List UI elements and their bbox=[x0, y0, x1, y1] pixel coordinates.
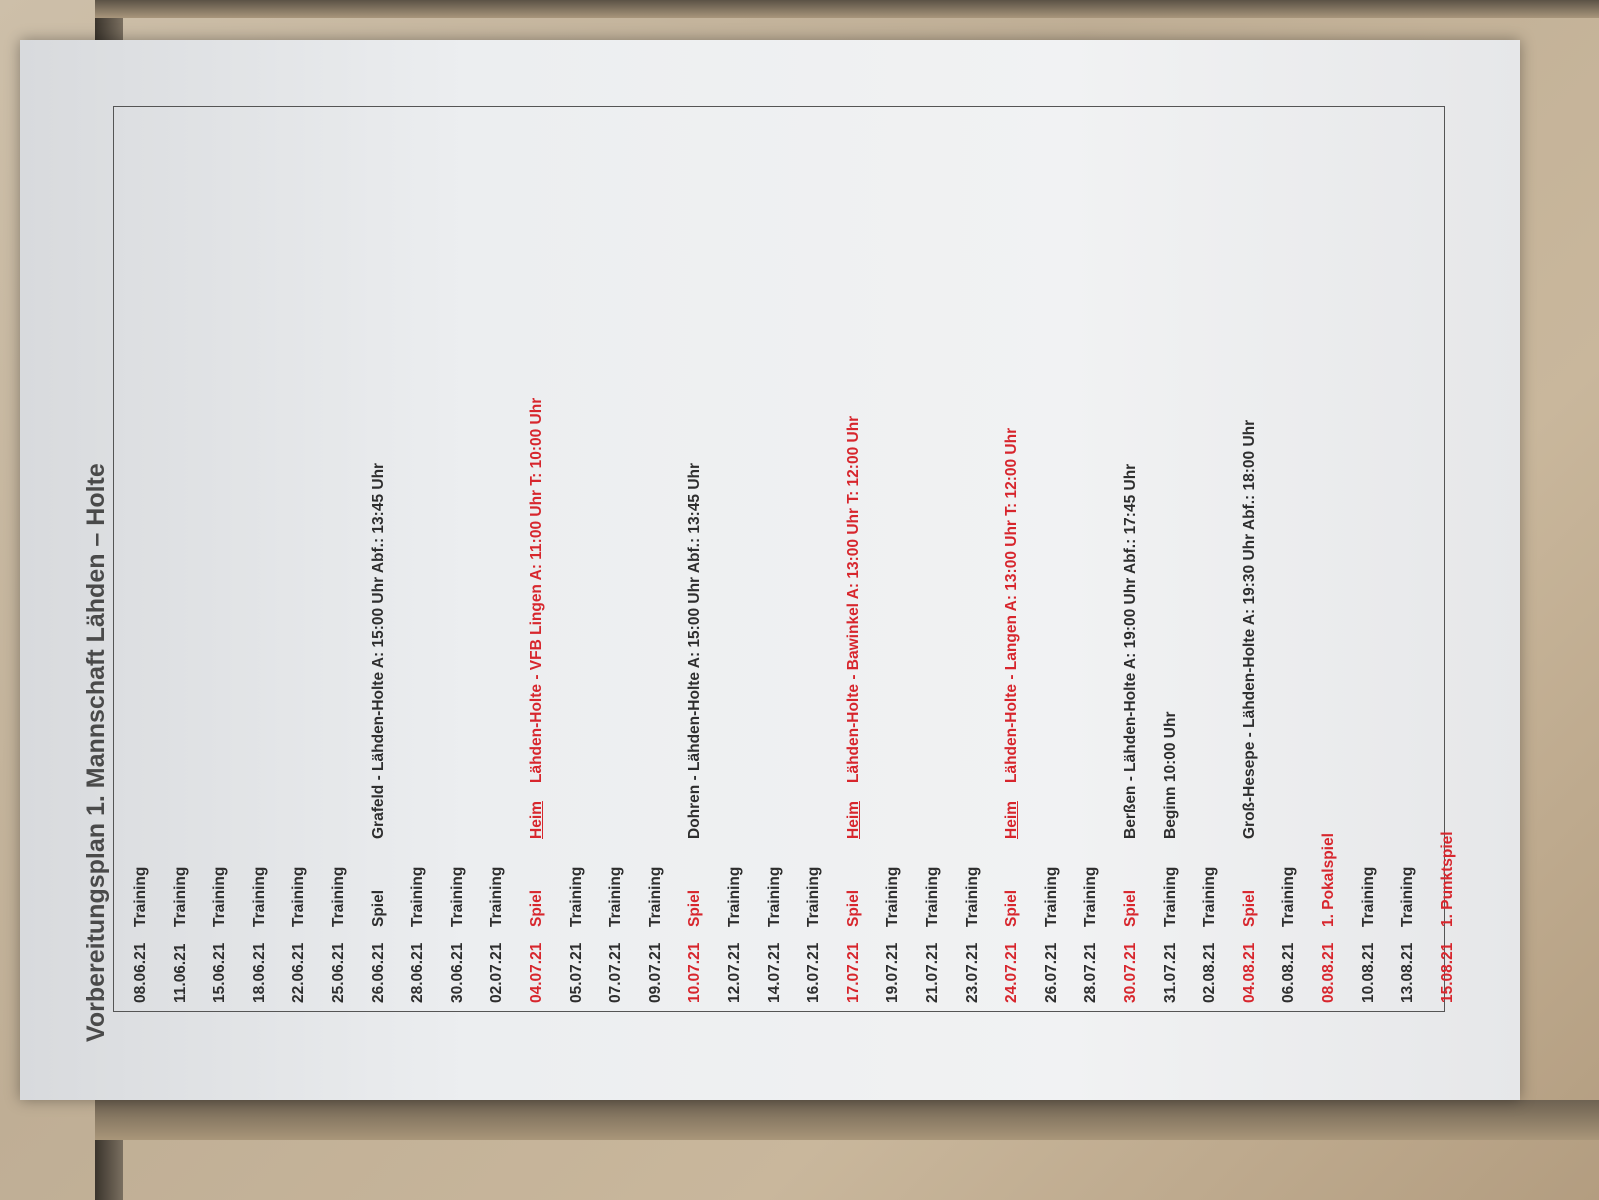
row-detail: Dohren - Lähden-Holte A: 15:00 Uhr Abf.: 13:45 Uhr bbox=[686, 462, 704, 839]
row-type: Training bbox=[409, 866, 427, 927]
schedule-row bbox=[556, 107, 596, 1011]
schedule-row bbox=[120, 107, 160, 1011]
schedule-row bbox=[952, 107, 992, 1011]
row-home-marker: Heim bbox=[844, 801, 862, 839]
schedule-row bbox=[1427, 107, 1467, 1011]
row-type: Training bbox=[448, 866, 466, 927]
schedule-row bbox=[476, 107, 516, 1011]
row-home-marker: Heim bbox=[528, 801, 545, 839]
row-date: 14.07.21 bbox=[765, 942, 783, 1003]
row-date: 02.08.21 bbox=[1201, 942, 1219, 1003]
row-date: 04.08.21 bbox=[1240, 942, 1258, 1003]
row-type: Training bbox=[567, 866, 585, 927]
schedule-row bbox=[1348, 107, 1388, 1011]
rotated-page bbox=[20, 40, 1520, 1100]
row-date: 31.07.21 bbox=[1161, 942, 1179, 1003]
row-date: 21.07.21 bbox=[924, 942, 941, 1003]
row-detail: Beginn 10:00 Uhr bbox=[1161, 711, 1179, 839]
row-type: Training bbox=[1042, 866, 1060, 927]
row-date: 28.07.21 bbox=[1082, 942, 1100, 1003]
row-type: Training bbox=[646, 866, 664, 927]
row-type: Training bbox=[171, 866, 189, 927]
row-date: 18.06.21 bbox=[250, 942, 268, 1003]
schedule-row bbox=[1308, 107, 1348, 1011]
schedule-row bbox=[1150, 107, 1190, 1011]
row-date: 12.07.21 bbox=[726, 942, 743, 1003]
row-date: 30.06.21 bbox=[448, 942, 466, 1003]
schedule-row bbox=[714, 107, 754, 1011]
row-type: Training bbox=[1201, 866, 1219, 927]
schedule-row bbox=[1387, 107, 1427, 1011]
row-date: 22.06.21 bbox=[290, 942, 308, 1003]
row-type: Training bbox=[1082, 866, 1100, 927]
row-date: 25.06.21 bbox=[330, 942, 347, 1003]
row-type: Spiel bbox=[528, 889, 545, 927]
row-detail: Lähden-Holte - VFB Lingen A: 11:00 Uhr T: 10:00 Uhr bbox=[528, 397, 545, 783]
row-type: Training bbox=[765, 866, 783, 927]
row-date: 11.06.21 bbox=[171, 943, 189, 1003]
schedule-row bbox=[595, 107, 635, 1011]
row-type: Spiel bbox=[369, 889, 387, 927]
row-type: Spiel bbox=[686, 889, 704, 927]
row-date: 08.08.21 bbox=[1320, 942, 1337, 1003]
schedule-row bbox=[1189, 107, 1229, 1011]
schedule-row bbox=[239, 107, 279, 1011]
schedule-row bbox=[437, 107, 477, 1011]
row-date: 04.07.21 bbox=[528, 942, 545, 1003]
row-type: Spiel bbox=[1240, 889, 1258, 927]
schedule-row bbox=[1070, 107, 1110, 1011]
row-type: Training bbox=[1359, 866, 1377, 927]
row-date: 07.07.21 bbox=[607, 942, 625, 1003]
row-date: 15.06.21 bbox=[211, 942, 229, 1003]
schedule-row bbox=[833, 107, 873, 1011]
row-type: Training bbox=[250, 866, 268, 927]
row-date: 28.06.21 bbox=[409, 942, 427, 1003]
row-detail: Berßen - Lähden-Holte A: 19:00 Uhr Abf.: 17:45 Uhr bbox=[1122, 463, 1139, 839]
schedule-row bbox=[160, 107, 200, 1011]
row-type: Spiel bbox=[844, 889, 862, 927]
row-date: 26.06.21 bbox=[369, 942, 387, 1003]
row-date: 15.08.21 bbox=[1438, 942, 1456, 1003]
schedule-row bbox=[516, 107, 556, 1011]
row-type: Training bbox=[488, 866, 506, 927]
row-type: Training bbox=[132, 866, 149, 927]
row-date: 02.07.21 bbox=[488, 942, 506, 1003]
schedule-row bbox=[793, 107, 833, 1011]
row-date: 30.07.21 bbox=[1122, 942, 1139, 1003]
schedule-row bbox=[318, 107, 358, 1011]
schedule-row bbox=[278, 107, 318, 1011]
schedule-row bbox=[1110, 107, 1150, 1011]
schedule-row bbox=[912, 107, 952, 1011]
row-type: Training bbox=[211, 866, 229, 927]
schedule-row bbox=[991, 107, 1031, 1011]
row-type: Spiel bbox=[1122, 889, 1139, 927]
row-detail: Grafeld - Lähden-Holte A: 15:00 Uhr Abf.: 13:45 Uhr bbox=[369, 462, 387, 839]
window-frame-bottom bbox=[95, 1100, 1599, 1140]
row-type: Training bbox=[884, 866, 902, 927]
row-type: Training bbox=[290, 866, 308, 927]
schedule-row bbox=[199, 107, 239, 1011]
page-title: Vorbereitungsplan 1. Mannschaft Lähden – Holte bbox=[82, 463, 110, 1042]
window-frame-top bbox=[95, 0, 1599, 18]
row-date: 26.07.21 bbox=[1042, 942, 1060, 1003]
row-type: Training bbox=[607, 866, 625, 927]
schedule-row bbox=[1031, 107, 1071, 1011]
row-date: 05.07.21 bbox=[567, 942, 585, 1003]
row-date: 17.07.21 bbox=[844, 942, 862, 1003]
row-type: Training bbox=[924, 866, 941, 927]
row-date: 10.08.21 bbox=[1359, 942, 1377, 1003]
row-type: Training bbox=[726, 866, 743, 927]
row-date: 23.07.21 bbox=[963, 942, 981, 1003]
row-type: Spiel bbox=[1003, 889, 1021, 927]
row-date: 08.06.21 bbox=[132, 942, 149, 1003]
schedule-row bbox=[358, 107, 398, 1011]
schedule-row bbox=[397, 107, 437, 1011]
row-type: 1. Punktspiel bbox=[1438, 831, 1456, 927]
row-date: 16.07.21 bbox=[805, 942, 823, 1003]
row-date: 09.07.21 bbox=[646, 942, 664, 1003]
schedule-row bbox=[1268, 107, 1308, 1011]
schedule-row bbox=[1229, 107, 1269, 1011]
row-type: Training bbox=[1280, 866, 1298, 927]
row-type: Training bbox=[1399, 866, 1417, 927]
schedule-row bbox=[754, 107, 794, 1011]
row-date: 06.08.21 bbox=[1280, 942, 1298, 1003]
schedule-table bbox=[113, 106, 1456, 1012]
row-date: 24.07.21 bbox=[1003, 942, 1021, 1003]
row-date: 10.07.21 bbox=[686, 942, 704, 1003]
row-detail: Lähden-Holte - Langen A: 13:00 Uhr T: 12:00 Uhr bbox=[1003, 427, 1021, 783]
row-type: Training bbox=[963, 866, 981, 927]
schedule-row bbox=[635, 107, 675, 1011]
row-type: Training bbox=[330, 866, 347, 927]
row-date: 19.07.21 bbox=[884, 942, 902, 1003]
row-type: 1. Pokalspiel bbox=[1320, 833, 1337, 927]
row-home-marker: Heim bbox=[1003, 801, 1021, 839]
row-type: Training bbox=[805, 866, 823, 927]
row-date: 13.08.21 bbox=[1399, 942, 1417, 1003]
row-detail: Groß-Hesepe - Lähden-Holte A: 19:30 Uhr Abf.: 18:00 Uhr bbox=[1240, 419, 1258, 839]
row-type: Training bbox=[1161, 866, 1179, 927]
schedule-row bbox=[674, 107, 714, 1011]
schedule-row bbox=[872, 107, 912, 1011]
row-detail: Lähden-Holte - Bawinkel A: 13:00 Uhr T: 12:00 Uhr bbox=[844, 415, 862, 783]
